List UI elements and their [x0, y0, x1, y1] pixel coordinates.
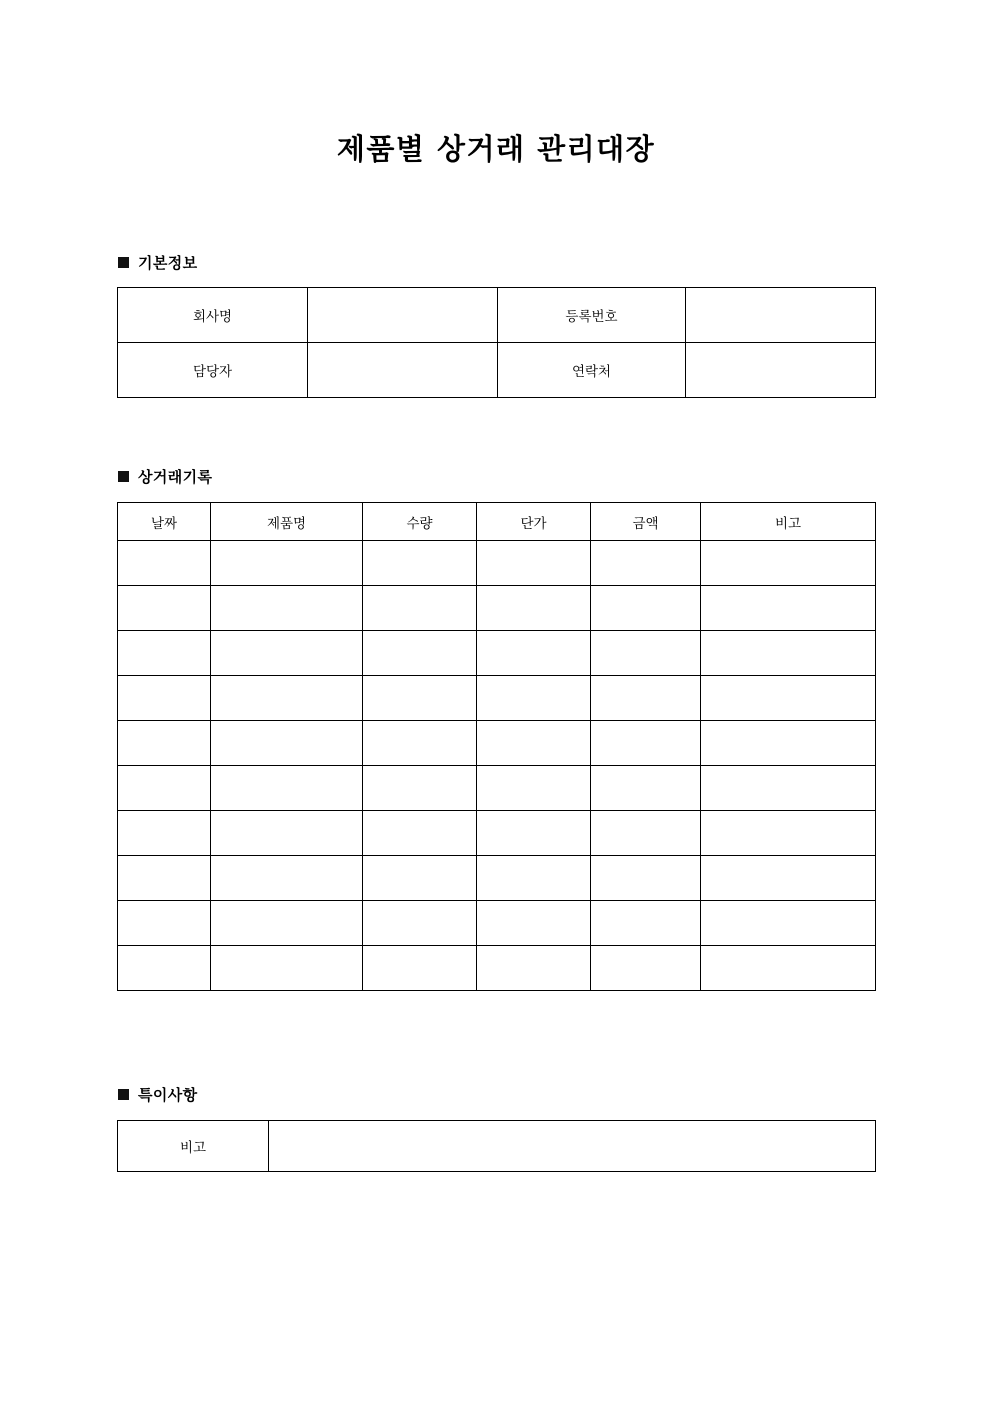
cell-quantity[interactable]	[363, 676, 477, 721]
cell-date[interactable]	[118, 811, 211, 856]
table-row	[118, 1121, 876, 1172]
table-row	[118, 343, 876, 398]
cell-product-name[interactable]	[211, 811, 363, 856]
cell-remarks[interactable]	[701, 811, 876, 856]
section-heading-basic-info	[118, 252, 198, 273]
cell-date[interactable]	[118, 721, 211, 766]
column-header-unit-price: 단가	[477, 503, 591, 541]
cell-remarks[interactable]	[701, 766, 876, 811]
field-label-contact: 연락처	[498, 343, 686, 398]
special-notes-table	[117, 1120, 876, 1172]
cell-date[interactable]	[118, 631, 211, 676]
cell-quantity[interactable]	[363, 856, 477, 901]
table-row	[118, 901, 876, 946]
cell-amount[interactable]	[591, 541, 701, 586]
section-heading-transaction-records	[118, 466, 212, 487]
field-value-remarks[interactable]	[269, 1121, 876, 1172]
cell-remarks[interactable]	[701, 631, 876, 676]
section-heading-label: 기본정보	[138, 254, 198, 272]
cell-product-name[interactable]	[211, 631, 363, 676]
transaction-records-body	[118, 541, 876, 991]
field-label-registration-number: 등록번호	[498, 288, 686, 343]
cell-product-name[interactable]	[211, 541, 363, 586]
cell-amount[interactable]	[591, 901, 701, 946]
cell-quantity[interactable]	[363, 811, 477, 856]
cell-date[interactable]	[118, 586, 211, 631]
table-row	[118, 811, 876, 856]
cell-amount[interactable]	[591, 856, 701, 901]
cell-unit-price[interactable]	[477, 541, 591, 586]
cell-remarks[interactable]	[701, 586, 876, 631]
field-label-remarks: 비고	[118, 1121, 269, 1172]
table-row	[118, 721, 876, 766]
cell-unit-price[interactable]	[477, 631, 591, 676]
table-row	[118, 676, 876, 721]
cell-remarks[interactable]	[701, 946, 876, 991]
cell-quantity[interactable]	[363, 946, 477, 991]
cell-quantity[interactable]	[363, 631, 477, 676]
cell-amount[interactable]	[591, 946, 701, 991]
column-header-amount: 금액	[591, 503, 701, 541]
field-value-contact[interactable]	[686, 343, 876, 398]
cell-unit-price[interactable]	[477, 766, 591, 811]
cell-amount[interactable]	[591, 721, 701, 766]
square-bullet-icon	[118, 471, 129, 482]
cell-product-name[interactable]	[211, 676, 363, 721]
cell-amount[interactable]	[591, 631, 701, 676]
cell-quantity[interactable]	[363, 721, 477, 766]
cell-unit-price[interactable]	[477, 856, 591, 901]
table-row	[118, 946, 876, 991]
field-value-company-name[interactable]	[308, 288, 498, 343]
cell-remarks[interactable]	[701, 541, 876, 586]
table-row	[118, 586, 876, 631]
table-row	[118, 856, 876, 901]
basic-info-table	[117, 287, 876, 398]
cell-date[interactable]	[118, 541, 211, 586]
table-row	[118, 631, 876, 676]
cell-date[interactable]	[118, 856, 211, 901]
cell-amount[interactable]	[591, 766, 701, 811]
cell-product-name[interactable]	[211, 721, 363, 766]
square-bullet-icon	[118, 257, 129, 268]
section-heading-label: 상거래기록	[138, 468, 213, 486]
field-label-person-in-charge: 담당자	[118, 343, 308, 398]
cell-quantity[interactable]	[363, 586, 477, 631]
table-header-row	[118, 503, 876, 541]
cell-amount[interactable]	[591, 811, 701, 856]
cell-quantity[interactable]	[363, 766, 477, 811]
cell-quantity[interactable]	[363, 901, 477, 946]
page-title: 제품별 상거래 관리대장	[336, 132, 656, 166]
section-heading-special-notes	[118, 1084, 198, 1105]
cell-product-name[interactable]	[211, 901, 363, 946]
column-header-remarks: 비고	[701, 503, 876, 541]
table-row	[118, 288, 876, 343]
cell-unit-price[interactable]	[477, 946, 591, 991]
transaction-records-table	[117, 502, 876, 991]
cell-unit-price[interactable]	[477, 901, 591, 946]
column-header-date: 날짜	[118, 503, 211, 541]
field-value-person-in-charge[interactable]	[308, 343, 498, 398]
table-row	[118, 541, 876, 586]
field-value-registration-number[interactable]	[686, 288, 876, 343]
cell-product-name[interactable]	[211, 586, 363, 631]
cell-product-name[interactable]	[211, 856, 363, 901]
cell-amount[interactable]	[591, 676, 701, 721]
column-header-quantity: 수량	[363, 503, 477, 541]
table-row	[118, 766, 876, 811]
cell-unit-price[interactable]	[477, 586, 591, 631]
cell-amount[interactable]	[591, 586, 701, 631]
cell-quantity[interactable]	[363, 541, 477, 586]
field-label-company-name: 회사명	[118, 288, 308, 343]
cell-unit-price[interactable]	[477, 811, 591, 856]
cell-date[interactable]	[118, 901, 211, 946]
cell-unit-price[interactable]	[477, 721, 591, 766]
cell-product-name[interactable]	[211, 766, 363, 811]
cell-remarks[interactable]	[701, 676, 876, 721]
cell-date[interactable]	[118, 676, 211, 721]
cell-remarks[interactable]	[701, 856, 876, 901]
column-header-product-name: 제품명	[211, 503, 363, 541]
cell-remarks[interactable]	[701, 901, 876, 946]
square-bullet-icon	[118, 1089, 129, 1100]
section-heading-label: 특이사항	[138, 1086, 198, 1104]
cell-date[interactable]	[118, 766, 211, 811]
cell-product-name[interactable]	[211, 946, 363, 991]
cell-unit-price[interactable]	[477, 676, 591, 721]
cell-date[interactable]	[118, 946, 211, 991]
cell-remarks[interactable]	[701, 721, 876, 766]
